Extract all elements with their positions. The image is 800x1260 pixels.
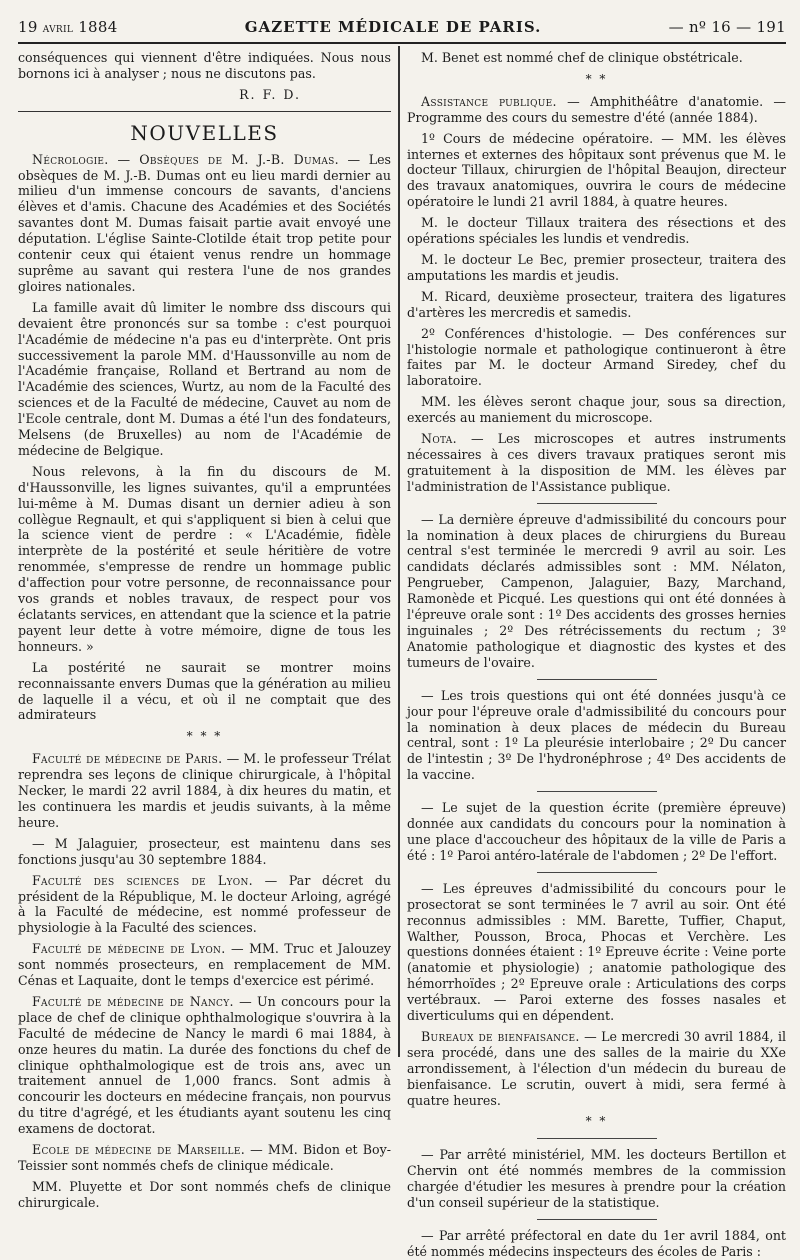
column-divider xyxy=(398,46,400,1057)
date-day: 19 xyxy=(18,18,38,36)
prefectoral-decree-paragraph: — Par arrêté préfectoral en date du 1er avril 1884, ont été nommés médecins inspecteurs des écoles de Paris : xyxy=(407,1228,786,1259)
lebec-paragraph: M. le docteur Le Bec, premier prosecteur, traitera des amputations les mardis et jeudis. xyxy=(407,251,786,283)
paris-faculty-label: Faculté de médecine de Paris. xyxy=(32,751,223,767)
necrology-paragraph: Nécrologie. — Obsèques de M. J.-B. Dumas. — Les obsèques de M. J.-B. Dumas ont eu lieu mardi dernier au milieu d'un immense concours de savants, d'anciens élèves et d'amis. Chacune des Académies et des Sociétés savantes dont M. Dumas faisait partie avait envoyé une députation. L'église Sainte-Clotilde était trop petite pour contenir ceux qui étaient venus rendre un hommage suprême au savant qui restera l'une de nos grandes gloires nationales. xyxy=(18,151,391,294)
nancy-paragraph: Faculté de médecine de Nancy. — Un concours pour la place de chef de clinique ophthalmologique s'ouvrira à la Faculté de médecine de Nancy le mardi 6 mai 1884, à onze heures du matin. La durée des fonctions du chef de clinique ophthalmologique est de trois ans, avec un traitement annuel de 1,000 francs. Sont admis à concourir les docteurs en médecine français, non pourvus du titre d'agrégé, et les étudiants ayant soutenu les cinq examens de doctorat. xyxy=(18,993,391,1137)
pluyette-paragraph: MM. Pluyette et Dor sont nommés chefs de clinique chirurgicale. xyxy=(18,1178,391,1210)
lyon-medicine-paragraph: Faculté de médecine de Lyon. — MM. Truc et Jalouzey sont nommés prosecteurs, en remplacement de MM. Cénas et Laquaite, dont le temps d'exercice est périmé. xyxy=(18,941,392,989)
short-rule xyxy=(537,872,657,873)
lyon-sciences-paragraph: Faculté des sciences de Lyon. — Par décret du président de la République, M. le docteur Arloing, agrégé à la Faculté de médecine, est nommé professeur de physiologie à la Faculté des sciences. xyxy=(18,872,391,936)
bureaux-paragraph: Bureaux de bienfaisance. — Le mercredi 30 avril 1884, il sera procédé, dans une des salles de la mairie du XXe arrondissement, à l'élection d'un médecin du bureau de bienfaisance. Le scrutin, ouvert à midi, sera fermé à quatre heures. xyxy=(407,1028,786,1108)
nota-label: Nota. xyxy=(421,431,457,447)
right-column xyxy=(407,50,787,1259)
header-date xyxy=(18,18,118,36)
separator-stars: * * xyxy=(585,71,608,86)
histology-paragraph: 2º Conférences d'histologie. — Des conférences sur l'histologie normale et pathologique continueront à être faites par M. le docteur Armand Siredey, chef du laboratoire. xyxy=(407,325,786,389)
nancy-label: Faculté de médecine de Nancy. xyxy=(32,993,234,1009)
signature: R. F. D. xyxy=(239,86,301,102)
issue-number: — nº 16 — 191 xyxy=(668,18,786,36)
intro-paragraph: conséquences qui viennent d'être indiquées. Nous nous bornons ici à analyser ; nous ne discutons pas. xyxy=(18,50,391,81)
necrology-paragraph-2: La famille avait dû limiter le nombre dss discours qui devaient être prononcés sur sa tombe : c'est pourquoi l'Académie de médecine n'a pas eu d'interprète. Ont pris successivement la parole MM. d'Haussonville au nom de l'Académie française, Rolland et Bertrand au nom de l'Académie des sciences, Wurtz, au nom de la Faculté des sciences et de la Faculté de médecine, Cauvet au nom de l'Ecole centrale, dont M. Dumas a été l'un des fondateurs, Melsens (de Bruxelles) au nom de l'Académie de médecine de Belgique. xyxy=(18,299,391,458)
section-title: NOUVELLES xyxy=(130,120,279,145)
separator-stars: * * xyxy=(585,1114,608,1129)
marseille-label: Ecole de médecine de Marseille. xyxy=(32,1142,245,1158)
left-column xyxy=(18,50,392,1210)
short-rule xyxy=(537,679,657,680)
short-rule xyxy=(537,791,657,792)
date-year: 1884 xyxy=(78,18,118,36)
ministerial-decree-paragraph: — Par arrêté ministériel, MM. les docteurs Bertillon et Chervin ont été nommés membres de la commission chargée d'étudier les mesures à prendre pour la création d'un conseil supérieur de la statistique. xyxy=(407,1147,786,1211)
marseille-paragraph: Ecole de médecine de Marseille. — MM. Bidon et Boy-Teissier sont nommés chefs de clinique médicale. xyxy=(18,1142,391,1173)
paris-faculty-paragraph: Faculté de médecine de Paris. — M. le professeur Trélat reprendra ses leçons de clinique chirurgicale, à l'hôpital Necker, le mardi 22 avril 1884, à dix heures du matin, et les continuera les mardis et jeudis suivants, à la même heure. xyxy=(18,751,391,830)
benet-paragraph: M. Benet est nommé chef de clinique obstétricale. xyxy=(421,50,743,65)
obstetrician-exam-paragraph: — Le sujet de la question écrite (première épreuve) donnée aux candidats du concours pour la nomination à une place d'accoucheur des hôpitaux de la ville de Paris a été : 1º Paroi antéro-latérale de l'abdomen ; 2º De l'effort. xyxy=(407,800,786,863)
assistance-paragraph: Assistance publique. — Amphithéâtre d'anatomie. — Programme des cours du semestre d'été (année 1884). xyxy=(407,93,787,125)
necrology-paragraph-3: Nous relevons, à la fin du discours de M. d'Haussonville, les lignes suivantes, qu'il a empruntées lui-même à M. Dumas disant un dernier adieu à son collègue Regnault, et qui s'appliquent si bien à celui que la science vient de perdre : « L'Académie, fidèle interprète de la postérité et seule héritière de votre renommée, s'empresse de rendre un hommage public d'affection pour votre personne, de reconnaissance pour vos grands et nobles travaux, de respect pour vos éclatants services, en attendant que la science et la patrie payent leur dette à votre mémoire, digne de tous les honneurs. » xyxy=(18,463,391,654)
ricard-paragraph: M. Ricard, deuxième prosecteur, traitera des ligatures d'artères les mercredis et samedis. xyxy=(407,288,786,320)
bureaux-label: Bureaux de bienfaisance. xyxy=(421,1028,580,1044)
newspaper-title: GAZETTE MÉDICALE DE PARIS. xyxy=(244,18,542,36)
date-month: avril xyxy=(42,21,74,36)
short-rule xyxy=(537,1219,657,1220)
nota-paragraph: Nota. — Les microscopes et autres instruments nécessaires à ces divers travaux pratiques seront mis gratuitement à la disposition de MM. les élèves par l'administration de l'Assistance publique. xyxy=(407,431,786,494)
assistance-label: Assistance publique. xyxy=(421,93,557,109)
tillaux-paragraph: M. le docteur Tillaux traitera des résections et des opérations spéciales les lundis et vendredis. xyxy=(407,215,786,247)
necrology-paragraph-4: La postérité ne saurait se montrer moins reconnaissante envers Dumas que la génération au milieu de laquelle il a vécu, et où il ne comptait que des admirateurs xyxy=(18,659,391,723)
lyon-medicine-label: Faculté de médecine de Lyon. xyxy=(32,941,226,957)
students-paragraph: MM. les élèves seront chaque jour, sous sa direction, exercés au maniement du microscope. xyxy=(407,394,786,426)
course-1-paragraph: 1º Cours de médecine opératoire. — MM. les élèves internes et externes des hôpitaux sont prévenus que M. le docteur Tillaux, chirurgien de l'hôpital Beaujon, directeur des travaux anatomiques, ouvrira le cours de médecine opératoire le lundi 21 avril 1884, à quatre heures. xyxy=(407,130,786,210)
separator-stars: * * * xyxy=(186,729,223,744)
prosector-exam-paragraph: — Les épreuves d'admissibilité du concours pour le prosectorat se sont terminées le 7 avril au soir. Ont été reconnus admissibles : MM. Barette, Tuffier, Chaput, Walther, Pousson, Broca, Phocas et Verchère. Les questions données étaient : 1º Epreuve écrite : Veine porte (anatomie et physiologie) ; anatomie pathologique des hémorrhoïdes ; 2º Epreuve orale : Articulations des corps vertébraux. — Paroi externe des fosses nasales et diverticulums qui en dépendent. xyxy=(407,880,786,1024)
short-rule xyxy=(537,1138,657,1139)
short-rule xyxy=(537,503,657,504)
jalaguier-paragraph: — M Jalaguier, prosecteur, est maintenu dans ses fonctions jusqu'au 30 septembre 1884. xyxy=(18,835,391,867)
surgeon-exam-paragraph: — La dernière épreuve d'admissibilité du concours pour la nomination à deux places de chirurgiens du Bureau central s'est terminée le mercredi 9 avril au soir. Les candidats déclarés admissibles sont : MM. Nélaton, Pengrueber, Campenon, Jalaguier, Bazy, Marchand, Ramonède et Picqué. Les questions qui ont été données à l'épreuve orale sont : 1º Des accidents des grosses hernies inguinales ; 2º Des rétrécissements du rectum ; 3º Anatomie pathologique et diagnostic des kystes et des tumeurs de l'ovaire. xyxy=(407,511,786,670)
necrology-label: Nécrologie. — Obsèques de M. J.-B. Dumas. xyxy=(32,151,339,167)
section-rule xyxy=(18,111,391,112)
page-header xyxy=(18,6,786,44)
physician-exam-paragraph: — Les trois questions qui ont été données jusqu'à ce jour pour l'épreuve orale d'admissibilité du concours pour la nomination à deux places de médecin du Bureau central, sont : 1º La pleurésie interlobaire ; 2º Du cancer de l'intestin ; 3º De l'hydronéphrose ; 4º Des accidents de la vaccine. xyxy=(407,687,786,783)
lyon-sciences-label: Faculté des sciences de Lyon. xyxy=(32,872,253,888)
